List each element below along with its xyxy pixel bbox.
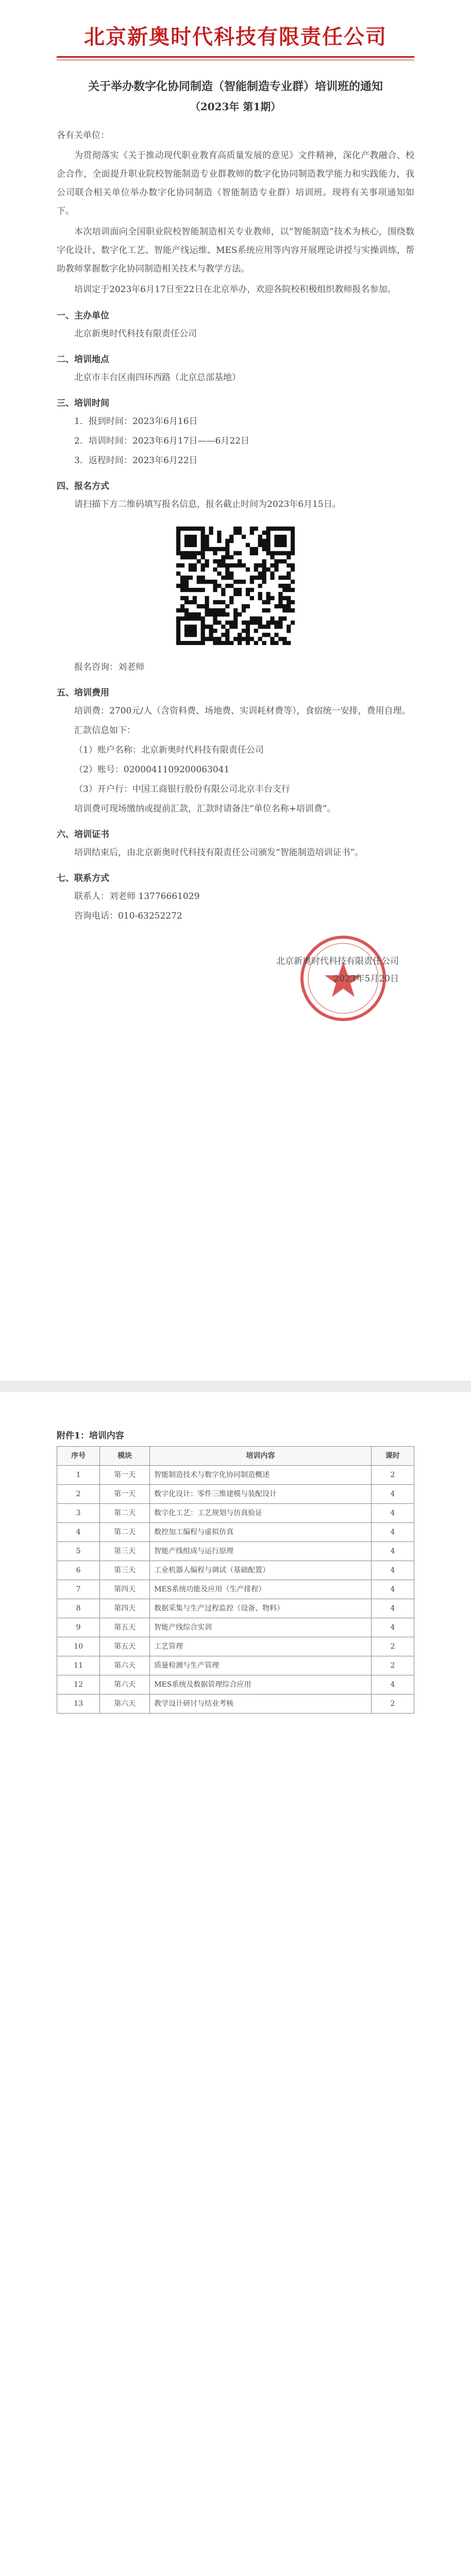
contact-item: 咨询电话：010-63252272 <box>74 911 182 921</box>
intro-paragraph: 本次培训面向全国职业院校智能制造相关专业教师，以“智能制造”技术为核心，围绕数字化设计、数字化工艺、智能产线运维、MES系统应用等内容开展理论讲授与实操训练，帮助教师掌握数字化协同制造相关技术与教学方法。 <box>57 227 414 274</box>
section-heading-cert: 六、培训证书 <box>57 829 109 840</box>
table-cell: 数字化工艺：工艺规划与仿真验证 <box>150 1504 372 1523</box>
table-cell: 4 <box>371 1599 414 1618</box>
page-2 <box>0 1392 471 2576</box>
table-cell: 工业机器人编程与调试（基础配置） <box>150 1561 372 1580</box>
table-row <box>57 1542 414 1561</box>
table-cell: 4 <box>371 1561 414 1580</box>
table-cell: 12 <box>57 1675 100 1694</box>
table-row <box>57 1561 414 1580</box>
fee-item: （2）账号：0200041109200063041 <box>74 765 230 775</box>
qr-code-icon <box>176 527 295 645</box>
signature-org: 北京新奥时代科技有限责任公司 <box>276 956 399 967</box>
table-cell: 4 <box>371 1485 414 1504</box>
section-heading-place: 二、培训地点 <box>57 354 109 365</box>
section-heading-fees: 五、培训费用 <box>57 688 109 698</box>
table-row <box>57 1694 414 1714</box>
intro-paragraph: 为贯彻落实《关于推动现代职业教育高质量发展的意见》文件精神，深化产教融合、校企合作，全面提升职业院校智能制造专业群教师的数字化协同制造教学能力和实践能力，我公司联合相关单位举办数字化协同制造（智能制造专业群）培训班。现将有关事项通知如下。 <box>57 150 414 216</box>
table-cell: 9 <box>57 1618 100 1637</box>
table-row <box>57 1675 414 1694</box>
table-cell: 5 <box>57 1542 100 1561</box>
table-cell: 4 <box>371 1504 414 1523</box>
table-header-row <box>57 1447 414 1466</box>
table-row <box>57 1618 414 1637</box>
fee-item: 汇款信息如下： <box>74 725 136 736</box>
fee-item: （3）开户行：中国工商银行股份有限公司北京丰台支行 <box>74 784 290 794</box>
table-cell: 4 <box>371 1523 414 1542</box>
table-cell: 2 <box>371 1694 414 1714</box>
table-cell: MES系统及数据管理综合应用 <box>150 1675 372 1694</box>
table-cell: 教学设计研讨与结业考核 <box>150 1694 372 1714</box>
table-row <box>57 1485 414 1504</box>
signature-date: 2023年5月20日 <box>333 974 399 984</box>
salutation: 各有关单位： <box>57 130 109 141</box>
table-cell: 4 <box>371 1618 414 1637</box>
fee-item: 培训费：2700元/人（含资料费、场地费、实训耗材费等），食宿统一安排，费用自理。 <box>74 706 411 716</box>
notice-issue: （2023年 第1期） <box>190 100 281 113</box>
section-heading-contact: 七、联系方式 <box>57 873 109 884</box>
signup-item: 请扫描下方二维码填写报名信息，报名截止时间为2023年6月15日。 <box>74 499 341 510</box>
table-row <box>57 1580 414 1599</box>
table-cell: 13 <box>57 1694 100 1714</box>
table-row <box>57 1504 414 1523</box>
time-item: 2．培训时间：2023年6月17日——6月22日 <box>74 436 249 446</box>
table-cell: 第二天 <box>100 1504 150 1523</box>
qr-code[interactable] <box>57 527 414 645</box>
org-item: 北京新奥时代科技有限责任公司 <box>74 329 197 339</box>
table-cell: 7 <box>57 1580 100 1599</box>
table-cell: 第一天 <box>100 1485 150 1504</box>
place-item: 北京市丰台区南四环西路（北京总部基地） <box>74 372 241 383</box>
table-row <box>57 1599 414 1618</box>
section-heading-time: 三、培训时间 <box>57 398 109 409</box>
table-cell: 第六天 <box>100 1694 150 1714</box>
table-cell: 第六天 <box>100 1656 150 1675</box>
table-cell: 2 <box>371 1637 414 1656</box>
table-cell: 第四天 <box>100 1599 150 1618</box>
table-cell: 6 <box>57 1561 100 1580</box>
table-cell: 第一天 <box>100 1466 150 1485</box>
column-header: 模块 <box>100 1447 150 1466</box>
table-cell: 智能产线组成与运行原理 <box>150 1542 372 1561</box>
table-cell: 2 <box>371 1656 414 1675</box>
intro-paragraph: 培训定于2023年6月17日至22日在北京举办，欢迎各院校积极组织教师报名参加。 <box>74 284 396 295</box>
table-cell: 8 <box>57 1599 100 1618</box>
table-cell: MES系统功能及应用（生产排程） <box>150 1580 372 1599</box>
contact-item: 联系人：刘老师 13776661029 <box>74 891 200 902</box>
notice-title: 关于举办数字化协同制造（智能制造专业群）培训班的通知 <box>88 80 383 93</box>
table-cell: 10 <box>57 1637 100 1656</box>
annex1-heading: 附件1：培训内容 <box>57 1431 124 1441</box>
table-cell: 4 <box>371 1675 414 1694</box>
signup-item: 报名咨询：刘老师 <box>74 662 144 672</box>
table-cell: 智能产线综合实训 <box>150 1618 372 1637</box>
table-cell: 第六天 <box>100 1675 150 1694</box>
table-cell: 数据采集与生产过程监控（设备、物料） <box>150 1599 372 1618</box>
table-cell: 智能制造技术与数字化协同制造概述 <box>150 1466 372 1485</box>
schedule-table <box>57 1446 414 1714</box>
table-row <box>57 1466 414 1485</box>
cert-item: 培训结束后，由北京新奥时代科技有限责任公司颁发“智能制造培训证书”。 <box>74 848 364 858</box>
table-row <box>57 1637 414 1656</box>
signature-text <box>276 953 399 988</box>
table-row <box>57 1656 414 1675</box>
table-cell: 4 <box>57 1523 100 1542</box>
table-cell: 工艺管理 <box>150 1637 372 1656</box>
table-cell: 3 <box>57 1504 100 1523</box>
table-cell: 2 <box>57 1485 100 1504</box>
signature-block <box>57 927 414 1061</box>
time-item: 3．返程时间：2023年6月22日 <box>74 455 198 466</box>
fee-item: （1）账户名称：北京新奥时代科技有限责任公司 <box>74 745 264 755</box>
column-header: 序号 <box>57 1447 100 1466</box>
fee-item: 培训费可现场缴纳或提前汇款，汇款时请备注“单位名称+培训费”。 <box>74 804 336 814</box>
table-cell: 数字化设计：零件三维建模与装配设计 <box>150 1485 372 1504</box>
letterhead-rule <box>57 56 414 60</box>
letterhead-company: 北京新奥时代科技有限责任公司 <box>84 25 387 49</box>
table-cell: 2 <box>371 1466 414 1485</box>
table-cell: 第二天 <box>100 1523 150 1542</box>
table-cell: 质量检测与生产管理 <box>150 1656 372 1675</box>
column-header: 课时 <box>371 1447 414 1466</box>
page-gap <box>0 1381 471 1392</box>
table-cell: 第三天 <box>100 1561 150 1580</box>
table-cell: 4 <box>371 1542 414 1561</box>
table-cell: 11 <box>57 1656 100 1675</box>
table-cell: 第四天 <box>100 1580 150 1599</box>
table-cell: 第三天 <box>100 1542 150 1561</box>
time-item: 1．报到时间：2023年6月16日 <box>74 416 198 427</box>
table-cell: 数控加工编程与虚拟仿真 <box>150 1523 372 1542</box>
table-cell: 4 <box>371 1580 414 1599</box>
section-heading-signup: 四、报名方式 <box>57 481 109 492</box>
column-header: 培训内容 <box>150 1447 372 1466</box>
table-cell: 第五天 <box>100 1637 150 1656</box>
table-cell: 第五天 <box>100 1618 150 1637</box>
table-row <box>57 1523 414 1542</box>
section-heading-org: 一、主办单位 <box>57 311 109 321</box>
table-cell: 1 <box>57 1466 100 1485</box>
